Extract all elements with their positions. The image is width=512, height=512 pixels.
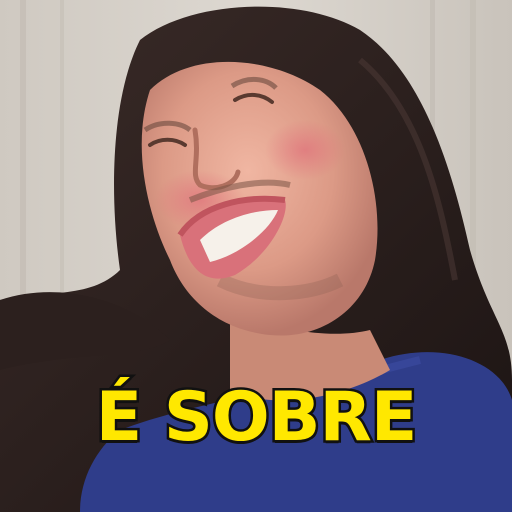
meme-caption: É SOBRE [95, 378, 417, 457]
